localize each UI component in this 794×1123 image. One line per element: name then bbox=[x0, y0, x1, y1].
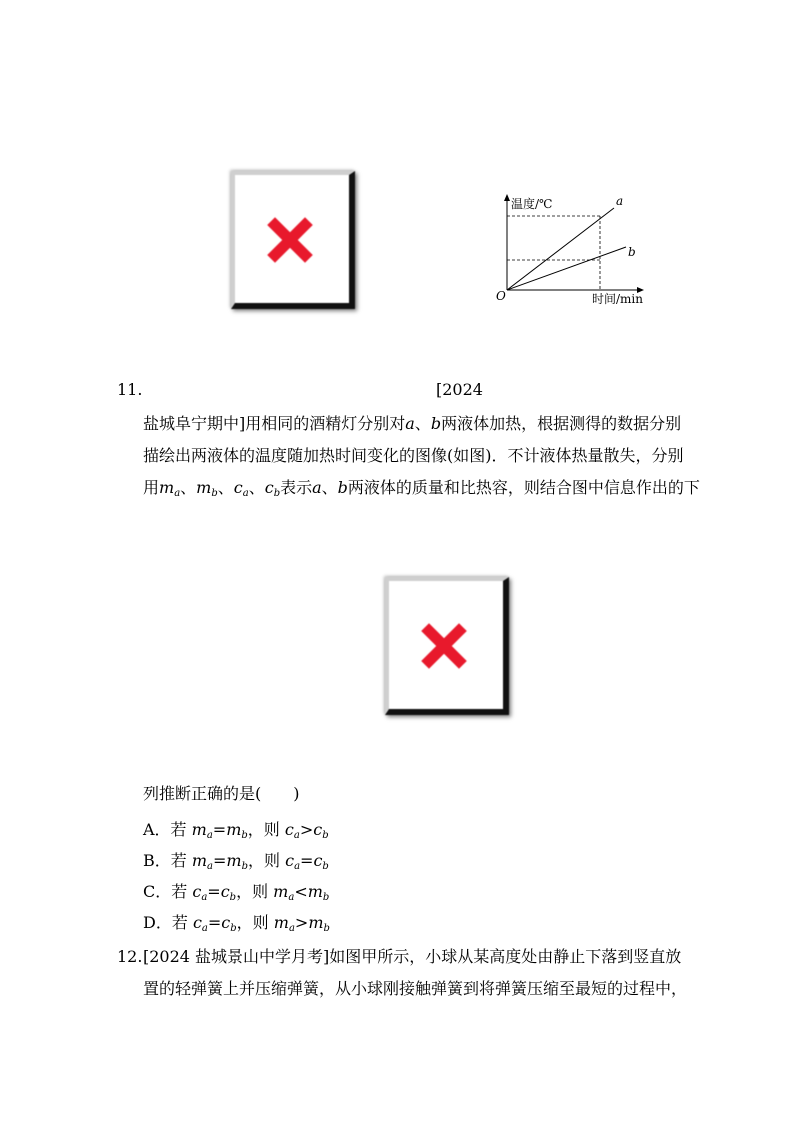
q12-line-1: [2024 盐城景山中学月考]如图甲所示，小球从某高度处由静止下落到竖直放 bbox=[143, 947, 682, 966]
y-axis-label: 温度/℃ bbox=[511, 197, 553, 211]
q12-line-2: 置的轻弹簧上并压缩弹簧，从小球刚接触弹簧到将弹簧压缩至最短的过程中， bbox=[143, 979, 688, 998]
q11-line-4: 列推断正确的是( ) bbox=[143, 784, 300, 803]
series-a-line bbox=[507, 208, 614, 290]
q11-option-b: B．若 $m_a=m_b$，则 $c_a=c_b$ bbox=[143, 851, 329, 872]
q11-option-d: D．若 $c_a=c_b$，则 $m_a>m_b$ bbox=[143, 913, 330, 934]
temperature-time-chart bbox=[490, 190, 660, 310]
q11-option-c: C．若 $c_a=c_b$，则 $m_a<m_b$ bbox=[143, 882, 330, 903]
q12-number: 12. bbox=[117, 947, 143, 966]
series-b-line bbox=[507, 247, 626, 290]
q11-line-2: 描绘出两液体的温度随加热时间变化的图像(如图)．不计液体热量散失，分别 bbox=[143, 446, 684, 465]
q11-line-3: 用$m_a$、$m_b$、$c_a$、$c_b$表示a、b两液体的质量和比热容，则结合图中信息作出的下 bbox=[143, 478, 700, 499]
q11-number: 11. bbox=[117, 380, 143, 399]
x-axis-label: 时间/min bbox=[592, 292, 643, 306]
series-a-label: a bbox=[616, 194, 624, 208]
broken-image-icon bbox=[389, 581, 503, 709]
origin-label: O bbox=[496, 289, 506, 303]
broken-image-2 bbox=[385, 577, 509, 715]
broken-image-icon bbox=[235, 175, 349, 303]
q11-option-a: A．若 $m_a=m_b$，则 $c_a>c_b$ bbox=[143, 820, 329, 841]
series-b-label: b bbox=[628, 245, 636, 259]
q11-line-1: 盐城阜宁期中]用相同的酒精灯分别对a、b两液体加热，根据测得的数据分别 bbox=[143, 414, 682, 433]
y-axis-arrow bbox=[504, 194, 510, 201]
broken-image-1 bbox=[231, 171, 355, 309]
q11-bracket-start: [2024 bbox=[436, 380, 483, 399]
